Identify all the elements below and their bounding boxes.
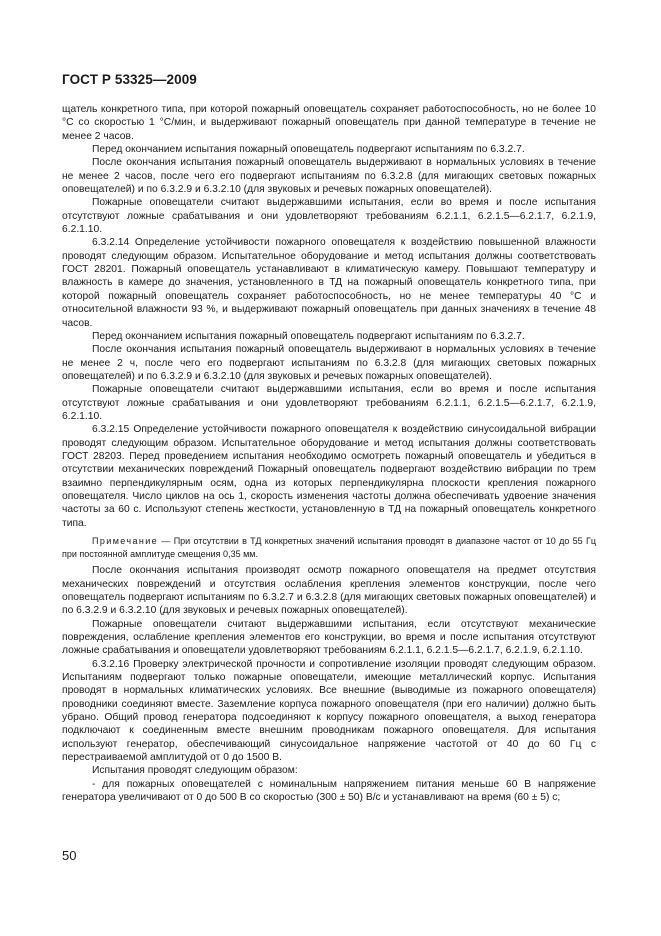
paragraph: После окончания испытания пожарный оповещатель выдерживают в нормальных условиях в течение не менее 2 ч, после чего его подвергают испытаниям по 6.3.2.8 (для мигающих световых пожарных оповещателей) и по 6.3.2.9 и 6.3.2.10 (для звуковых и речевых пожарных оповещателей). bbox=[62, 344, 596, 382]
paragraph: Пожарные оповещатели считают выдержавшими испытания, если во время и после испытания отсутствуют ложные срабатывания и они удовлетворяют требованиям 6.2.1.1, 6.2.1.5—6.2.1.7, 6.2.1.9, 6.2.1.10. bbox=[62, 197, 596, 236]
paragraph: щатель конкретного типа, при которой пожарный оповещатель сохраняет работоспособность, но не более 10 °С со скоростью 1 °С/мин, и выдерживают пожарный оповещатель при данной температуре в течение не менее 2 часов. bbox=[62, 104, 596, 142]
paragraph: Перед окончанием испытания пожарный оповещатель подвергают испытаниям по 6.3.2.7. bbox=[92, 144, 525, 156]
paragraph: Испытания проводят следующим образом: bbox=[92, 765, 298, 777]
paragraph: Пожарные оповещатели считают выдержавшими испытания, если отсутствуют механические повреждения, ослабление крепления элементов его конструкции, во время и после испытания отсутствуют ложные срабатывания и оповещатели удовлетворяют требованиям 6.2.1.1, 6.2.1.5—6.2.1.7, 6.2.1.9, 6.2.1.10. bbox=[62, 618, 596, 657]
paragraph: Перед окончанием испытания пожарный оповещатель подвергают испытаниям по 6.3.2.7. bbox=[92, 330, 525, 342]
list-item: - для пожарных оповещателей с номинальным напряжением питания меньше 60 В напряжение генератора увеличивают от 0 до 500 В со скоростью (300 ± 50) В/с и устанавливают на время (60 ± 5) с; bbox=[62, 778, 596, 804]
paragraph: Пожарные оповещатели считают выдержавшими испытания, если во время и после испытания отсутствуют ложные срабатывания и они удовлетворяют требованиям 6.2.1.1, 6.2.1.5—6.2.1.7, 6.2.1.9, 6.2.1.10. bbox=[62, 384, 596, 422]
note bbox=[62, 535, 596, 560]
paragraph: После окончания испытания пожарный оповещатель выдерживают в нормальных условиях в течение не менее 2 часов, после чего его подвергают испытаниям по 6.3.2.8 (для мигающих световых пожарных оповещателей) и по 6.3.2.9 и 6.3.2.10 (для звуковых и речевых пожарных оповещателей). bbox=[62, 157, 596, 196]
document-body bbox=[62, 103, 596, 804]
document-header: ГОСТ Р 53325—2009 bbox=[62, 72, 197, 87]
paragraph: После окончания испытания производят осмотр пожарного оповещателя на предмет отсутствия механических повреждений и отсутствия ослабления крепления элементов конструкции, после чего оповещатель подвергают испытаниям по 6.3.2.7 и 6.3.2.8 (для мигающих световых пожарных оповещателей) и по 6.3.2.9 и 6.3.2.10 (для звуковых и речевых пожарных оповещателей). bbox=[62, 565, 596, 617]
clause-6-3-2-16: 6.3.2.16 Проверку электрической прочности и сопротивление изоляции проводят следующим образом. Испытаниям подвергают только пожарные оповещатели, имеющие металлический корпус. Испытания проводят в нормальных климатических условиях. Все внешние (выводимые из пожарного оповещателя) проводники соединяют вместе. Заземление корпуса пожарного оповещателя (при его наличии) должно быть убрано. Общий провод генератора подсоединяют к корпусу пожарного оповещателя, а выход генератора подключают к соединенным вместе внешним проводникам пожарного оповещателя. Для испытания используют генератор, обеспечивающий синусоидальное напряжение частотой от 40 до 60 Гц с перестраиваемой амплитудой от 0 до 1500 В. bbox=[62, 658, 596, 763]
note-label: Примечание bbox=[92, 536, 159, 546]
clause-6-3-2-14: 6.3.2.14 Определение устойчивости пожарного оповещателя к воздействию повышенной влажности проводят следующим образом. Испытательное оборудование и метод испытания должны соответствовать ГОСТ 28201. Пожарный оповещатель устанавливают в климатическую камеру. Повышают температуру и влажность в камере до значения, установленного в ТД на пожарный оповещатель конкретного типа, при которой пожарный оповещатель сохраняет работоспособность, но не менее температуры 40 °С и относительной влажности 93 %, и выдерживают пожарный оповещатель при данных значениях в течение 48 часов. bbox=[62, 237, 596, 329]
clause-6-3-2-15: 6.3.2.15 Определение устойчивости пожарного оповещателя к воздействию синусоидальной вибрации проводят следующим образом. Испытательное оборудование и метод испытания должны соответствовать ГОСТ 28203. Перед проведением испытания необходимо осмотреть пожарный оповещатель и убедиться в отсутствии механических повреждений Пожарный оповещатель подвергают воздействию вибрации по трем взаимно перпендикулярным осям, одна из которых перпендикулярна плоскости крепления пожарного оповещателя. Число циклов на ось 1, скорость изменения частоты должна обеспечивать удвоение значения частоты за 60 с. Используют степень жесткости, установленную в ТД на пожарный оповещатель конкретного типа. bbox=[62, 424, 596, 529]
note-text: — При отсутствии в ТД конкретных значений испытания проводят в диапазоне частот от 10 до 55 Гц при постоянной амплитуде смещения 0,35 мм. bbox=[62, 536, 596, 559]
page-number: 50 bbox=[62, 848, 77, 863]
